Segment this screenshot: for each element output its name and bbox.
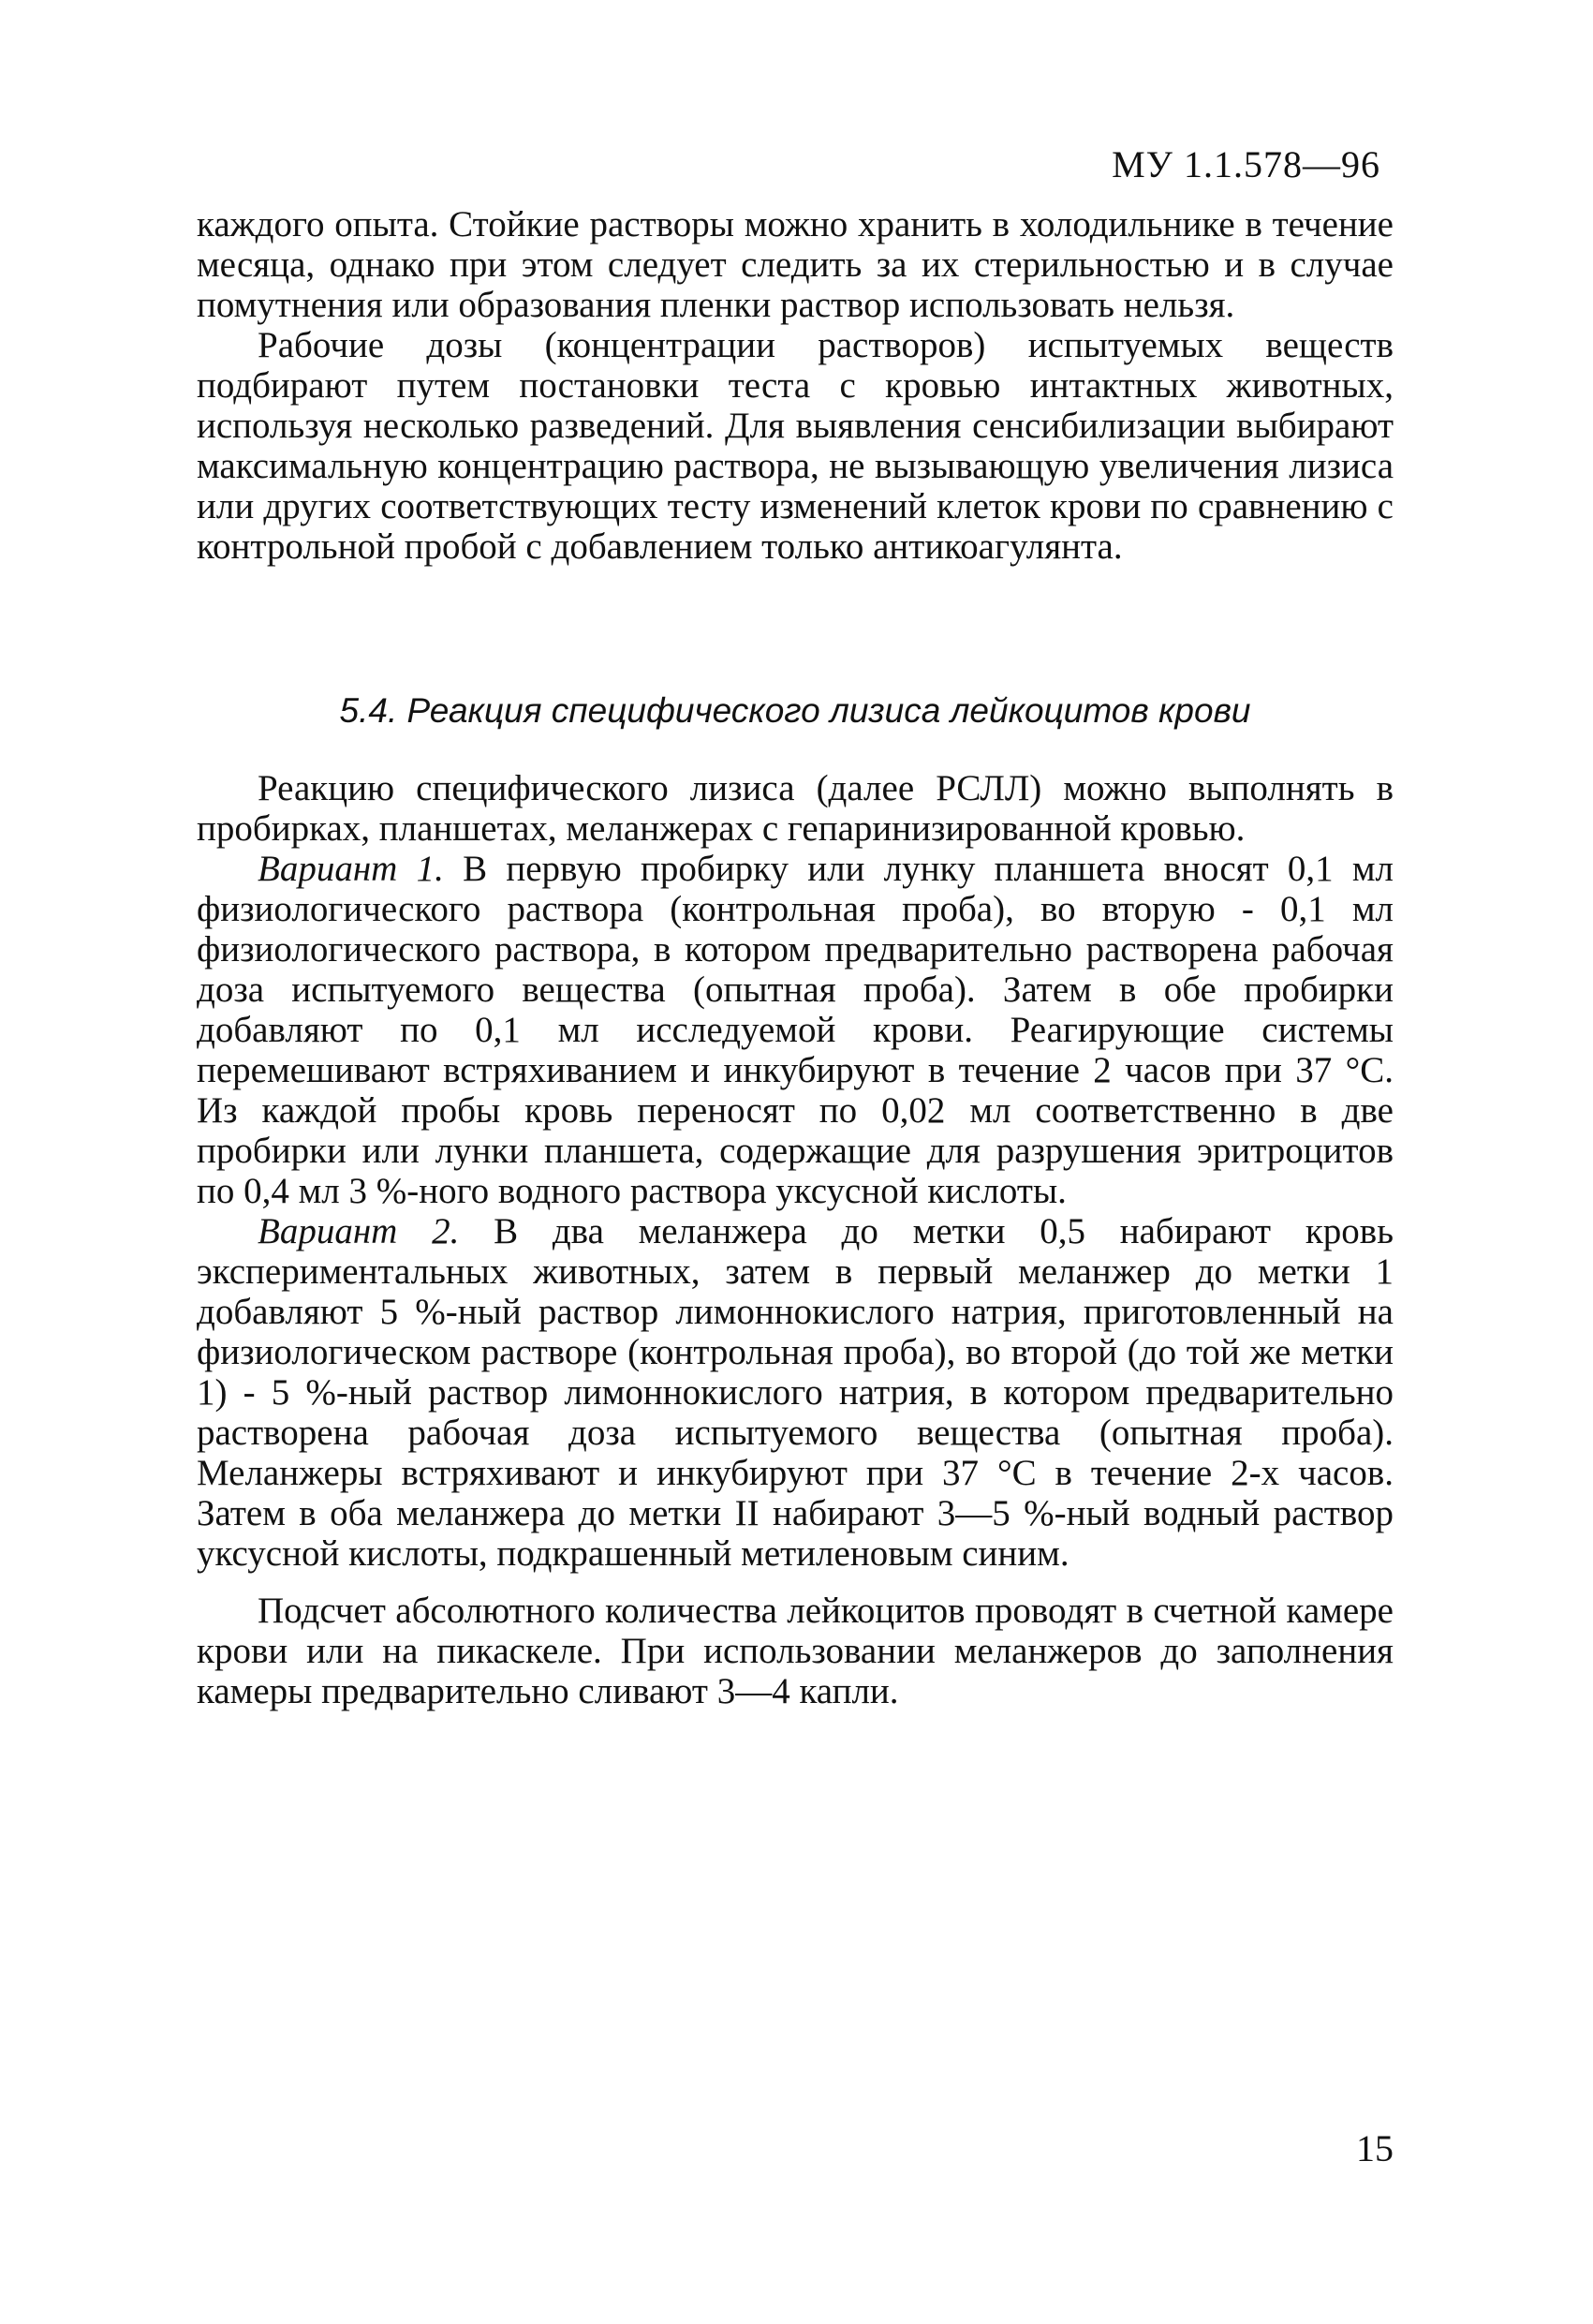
paragraph-working-doses: Рабочие дозы (концентрации растворов) испытуемых веществ подбирают путем постановки теста с кровью интактных животных, используя несколько разведений. Для выявления сенсибилизации выбирают максимальную концентрацию раствора, не вызывающую увеличения лизиса или других соответствующих тесту изменений клеток крови по сравнению с контрольной пробой с добавлением только антикоагулянта. xyxy=(197,325,1394,567)
paragraph-variant-2 xyxy=(197,1211,1394,1574)
paragraph-leukocyte-count: Подсчет абсолютного количества лейкоцитов проводят в счетной камере крови или на пикаскеле. При использовании меланжеров до заполнения камеры предварительно сливают 3—4 капли. xyxy=(197,1591,1394,1711)
variant-2-text: В два меланжера до метки 0,5 набирают кровь экспериментальных животных, затем в первый меланжер до метки 1 добавляют 5 %-ный раствор лимоннокислого натрия, приготовленный на физиологическом растворе (контрольная проба), во второй (до той же метки 1) - 5 %-ный раствор лимоннокислого натрия, в котором предварительно растворена рабочая доза испытуемого вещества (опытная проба). Меланжеры встряхивают и инкубируют при 37 °С в течение 2-х часов. Затем в оба меланжера до метки II набирают 3—5 %-ный водный раствор уксусной кислоты, подкрашенный метиленовым синим. xyxy=(197,1211,1394,1574)
variant-2-label: Вариант 2. xyxy=(258,1211,460,1251)
paragraph-rsll-intro: Реакцию специфического лизиса (далее РСЛЛ) можно выполнять в пробирках, планшетах, меланжерах с гепаринизированной кровью. xyxy=(197,768,1394,849)
text-block-bottom xyxy=(197,768,1394,1711)
variant-1-text: В первую пробирку или лунку планшета вносят 0,1 мл физиологического раствора (контрольная проба), во вторую - 0,1 мл физиологического раствора, в котором предварительно растворена рабочая доза испытуемого вещества (опытная проба). Затем в обе пробирки добавляют по 0,1 мл исследуемой крови. Реагирующие системы перемешивают встряхиванием и инкубируют в течение 2 часов при 37 °С. Из каждой пробы кровь переносят по 0,02 мл соответственно в две пробирки или лунки планшета, содержащие для разрушения эритроцитов по 0,4 мл 3 %-ного водного раствора уксусной кислоты. xyxy=(197,849,1394,1211)
variant-1-label: Вариант 1. xyxy=(258,849,444,889)
section-heading: 5.4. Реакция специфического лизиса лейкоцитов крови xyxy=(339,691,1251,730)
page-number: 15 xyxy=(1356,2127,1394,2169)
document-code: МУ 1.1.578—96 xyxy=(1112,143,1380,185)
text-block-top xyxy=(197,204,1394,567)
paragraph-variant-1 xyxy=(197,849,1394,1211)
paragraph-continuation: каждого опыта. Стойкие растворы можно хранить в холодильнике в течение месяца, однако при этом следует следить за их стерильностью и в случае помутнения или образования пленки раствор использовать нельзя. xyxy=(197,204,1394,325)
